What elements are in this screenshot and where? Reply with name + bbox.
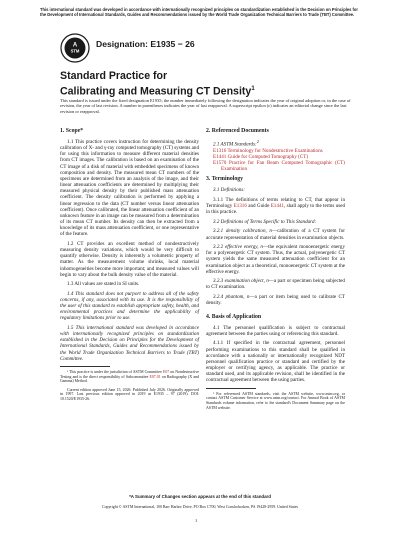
term-3-1-1-c: , shall apply to the terms used in this practice. xyxy=(206,203,346,216)
footnote-divider xyxy=(206,388,256,389)
term-3-1-1-a: 3.1.1 The definitions of terms relating to CT, that appear in Terminology xyxy=(206,197,345,210)
term-density-calibration-def: —calibration of a CT system for accurate representation of material densities in examination objects. xyxy=(206,228,345,241)
scope-1-1: 1.1 This practice covers instruction for determining the density calibration of X- and γ-ray computed tomography (CT) systems and for using this information to measure different material densities from CT images. The calibration is based on an examination of the CT image of a disk of material with embedded specimens of known composition and density. The measured mean CT numbers of the specimens are determined from an analysis of the image, and their linear attenuation coefficients are determined by multiplying their measured physical density by their published mass attenuation coefficient. The density calibration is performed by applying a linear regression to the data (CT number versus linear attenuation coefficient). Once calibrated, the linear attenuation coefficient of an unknown feature in an image can be measured from a determination of its mean CT number. Its density can then be extracted from a knowledge of its mass attenuation coefficient, or one representative of the feature. xyxy=(60,139,199,238)
footnote-1-edition: Current edition approved June 15, 2026. Published July 2026. Originally approved in 1997. Last previous edition approved in 2019 as E1935 – 97 (2019). DOI: 10.1520/E1935-26. xyxy=(60,387,199,402)
term-e1316-link[interactable]: E1316 xyxy=(233,203,247,210)
ref-e1570[interactable] xyxy=(206,160,345,172)
term-examination-object: 3.2.3 examination object, n xyxy=(213,278,269,285)
term-3-2-2 xyxy=(206,244,345,275)
astm-standards-label xyxy=(206,139,345,148)
astm-standards-text: 2.1 ASTM Standards: xyxy=(213,141,257,148)
basis-4-1: 4.1 The personnel qualification is subject to contractual agreement between the parties using or referencing this standard. xyxy=(206,324,345,337)
basis-heading: 4. Basis of Application xyxy=(206,313,262,320)
term-3-2-3 xyxy=(206,278,345,290)
fn1-text-a: ¹ This practice is under the jurisdiction of ASTM Committee xyxy=(67,369,163,374)
terminology-heading: 3. Terminology xyxy=(206,176,244,183)
ref-e1316-code[interactable]: E1316 xyxy=(213,147,227,154)
designation: Designation: E1935 − 26 xyxy=(96,39,195,49)
term-3-1: 3.1 Definitions: xyxy=(213,187,245,194)
summary-of-changes-note: *A Summary of Changes section appears at the end of this standard xyxy=(129,494,271,499)
term-e1441-link[interactable]: E1441 xyxy=(270,203,284,210)
subcommittee-e07-01-link[interactable]: E07.01 xyxy=(149,374,161,379)
ref-e1570-title[interactable]: Practice for Fan Beam Computed Tomographic (CT) Examination xyxy=(221,160,345,173)
footnote-divider xyxy=(60,366,110,367)
term-phantom: 3.2.4 phantom, n xyxy=(213,294,250,300)
term-phantom-def: —a part or item being used to calibrate CT density. xyxy=(206,294,345,307)
term-3-2-1 xyxy=(206,228,345,240)
term-density-calibration: 3.2.1 density calibration, n xyxy=(213,228,272,235)
term-3-2: 3.2 Definitions of Terms Specific to This Standard: xyxy=(213,218,317,225)
ref-e1570-code[interactable]: E1570 xyxy=(213,160,227,167)
wto-notice: This international standard was developed in accordance with internationally recognized principles on standardization established in the Decision on Principles for the Development of International Standards, Guides and Recommendations issued by the World Trade Organization Technical Barriers to Trade (TBT) Committee. xyxy=(40,7,359,18)
term-3-2-4 xyxy=(206,294,345,306)
astm-logo-icon xyxy=(60,33,90,63)
svg-text:A: A xyxy=(72,42,78,49)
title-footnote-ref: 1 xyxy=(251,85,255,92)
scope-1-4: 1.4 This standard does not purport to address all of the safety concerns, if any, associated with its use. It is the responsibility of the user of this standard to establish appropriate safety, health, and environmental practices and determine the applicability of regulatory limitations prior to use. xyxy=(60,290,199,322)
fn1-text-b: on Nondestructive Testing and is the direct responsibility of Subcommittee xyxy=(60,369,199,379)
scope-1-5: 1.5 This international standard was developed in accordance with internationally recognized principles on standardization established in the Decision on Principles for the Development of International Standards, Guides and Recommendations issued by the World Trade Organization Technical Barriers to Trade (TBT) Committee. xyxy=(60,324,199,362)
document-title xyxy=(60,70,350,98)
term-examination-object-def: —a part or specimen being subjected to CT examination. xyxy=(206,278,345,291)
scope-1-2: 1.2 CT provides an excellent method of nondestructively measuring density variations, which would be very difficult to quantify otherwise. Density is inherently a volumetric property of matter. As the measurement volume shrinks, local material inhomogeneities become more important; and measured values will begin to vary about the bulk density value of the material. xyxy=(60,240,199,278)
basis-4-1-1: 4.1.1 If specified in the contractual agreement, personnel performing examinations to this standard shall be qualified in accordance with a nationally or internationally recognized NDT personnel qualification practice or standard and certified by the employer or certifying agency, as applicable. The practice or standard used, and its applicable revision, shall be identified in the contractual agreement between the using parties. xyxy=(206,340,345,384)
footnote-1-jurisdiction xyxy=(60,370,199,384)
referenced-docs-heading: 2. Referenced Documents xyxy=(206,128,269,134)
term-effective-energy-def: —the equivalent monoenergetic energy for a polyenergetic CT system. Thus, the actual, polyenergetic CT system yields the same measured attenuation coefficient for an examination object as a theoretical, monoenergetic CT system at the effective energy. xyxy=(206,244,346,275)
ref-e1441-code[interactable]: E1441 xyxy=(213,154,227,160)
title-line-2 xyxy=(60,83,350,98)
copyright-line: Copyright © ASTM International, 100 Barr Harbor Drive, PO Box C700, West Conshohocken, PA 19428-2959. United States xyxy=(102,505,298,509)
scope-heading: 1. Scope* xyxy=(60,128,84,134)
page-number: 1 xyxy=(195,518,198,523)
term-3-1-1-b: and Guide xyxy=(246,203,271,210)
issuance-note: This standard is issued under the fixed designation E1935; the number immediately following the designation indicates the year of original adoption or, in the case of revision, the year of last revision. A number in parentheses indicates the year of last reapproval. A superscript epsilon (ε) indicates an editorial change since the last revision or reapproval. xyxy=(60,98,351,114)
ref-e1316-title[interactable]: Terminology for Nondestructive Examinations xyxy=(226,147,323,154)
svg-text:STM: STM xyxy=(70,48,80,54)
ref-e1441-title[interactable]: Guide for Computed Tomography (CT) xyxy=(226,154,309,160)
scope-1-3: 1.3 All values are stated in SI units. xyxy=(67,281,140,288)
right-column xyxy=(206,128,345,414)
footnote-2: ² For referenced ASTM standards, visit the ASTM website, www.astm.org, or contact ASTM Customer Service at www.astm.org/contact. For Annual Book of ASTM Standards volume information, refer to the standard's Document Summary page on the ASTM website. xyxy=(206,391,345,410)
committee-e07-link[interactable]: E07 xyxy=(162,369,170,374)
term-effective-energy: 3.2.2 effective energy, n xyxy=(213,244,263,251)
fn1-text-c: on Radiography (X and Gamma) Method. xyxy=(60,374,199,384)
term-3-1-1 xyxy=(206,197,345,215)
footnote-2-ref: 2 xyxy=(256,139,259,144)
left-column xyxy=(60,128,199,405)
title-line-1: Standard Practice for xyxy=(60,70,168,82)
title-line-2-text: Calibrating and Measuring CT Density xyxy=(60,85,252,98)
